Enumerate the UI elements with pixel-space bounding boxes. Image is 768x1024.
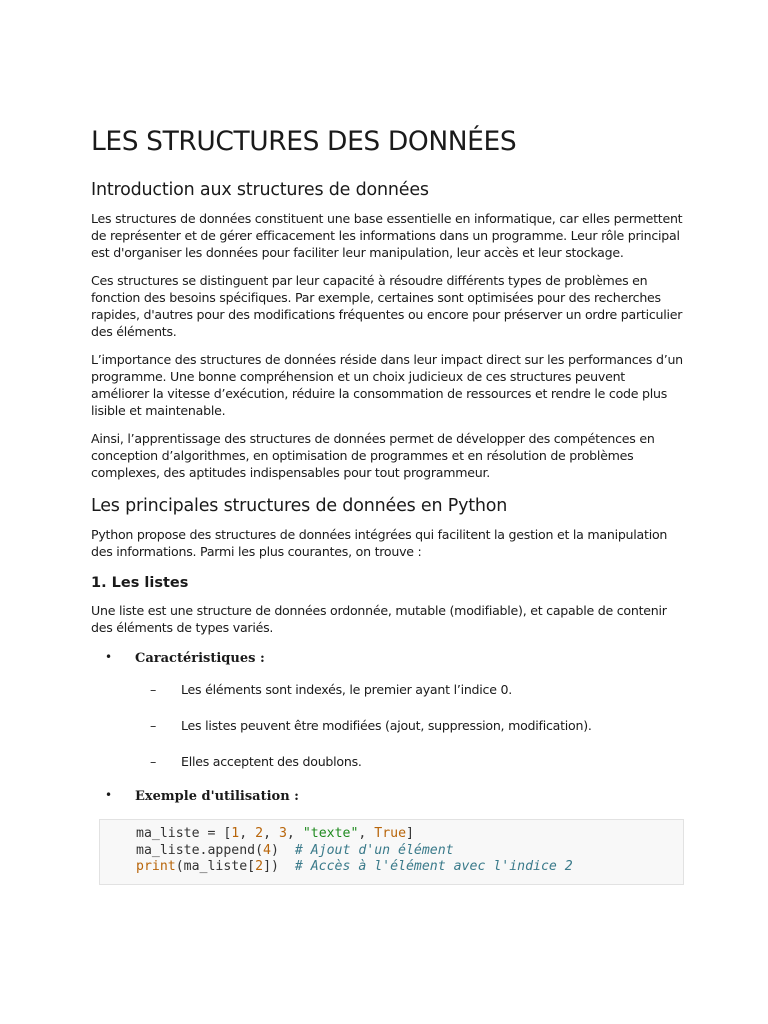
code-block	[99, 819, 684, 885]
bullet-marker: •	[105, 650, 113, 664]
dash-marker: –	[150, 718, 157, 733]
code-token: (ma_liste[	[175, 859, 256, 874]
code-token: ,	[263, 826, 279, 841]
lists-bullet-list	[91, 647, 683, 807]
document-title: LES STRUCTURES DES DONNÉES	[91, 126, 517, 157]
code-token: ,	[239, 826, 256, 841]
code-token: )	[271, 842, 295, 858]
code-token: ]	[406, 826, 414, 841]
intro-paragraph-4: Ainsi, l’apprentissage des structures de données permet de développer des compétences en conception d’algorithmes, en optimisation de programmes et en résolution de problèmes complexes, des aptitudes indispensables pour tout programmeur.	[91, 431, 655, 480]
characteristic-text: Elles acceptent des doublons.	[181, 754, 362, 769]
document-page	[91, 124, 683, 885]
code-line-1	[136, 826, 414, 841]
code-token: ,	[286, 826, 303, 841]
code-token-number: 4	[263, 842, 271, 858]
characteristics-item	[91, 647, 683, 770]
python-heading: Les principales structures de données en Python	[91, 496, 508, 516]
lists-paragraph: Une liste est une structure de données ordonnée, mutable (modifiable), et capable de contenir des éléments de types variés.	[91, 603, 667, 635]
intro-paragraph-3: L’importance des structures de données réside dans leur impact direct sur les performances d’un programme. Une bonne compréhension et un choix judicieux de ces structures peuvent améliorer la vitesse d’exécution, réduire la consommation de ressources et rendre le code plus lisible et maintenable.	[91, 352, 683, 418]
code-token: ,	[358, 826, 375, 841]
code-token: ])	[263, 859, 295, 874]
code-token-number: 3	[278, 826, 287, 841]
characteristics-list	[135, 681, 683, 770]
example-label: Exemple d'utilisation :	[135, 789, 299, 804]
dash-marker: –	[150, 754, 157, 769]
intro-paragraph-2: Ces structures se distinguent par leur capacité à résoudre différents types de problèmes en fonction des besoins spécifiques. Par exemple, certaines sont optimisées pour des recherches rapides, d'autres pour des modifications fréquentes ou encore pour préserver un ordre particulier des éléments.	[91, 273, 683, 339]
code-token-number: 1	[231, 826, 240, 841]
code-token-comment: # Accès à l'élément avec l'indice 2	[294, 859, 573, 874]
code-token-number: 2	[255, 826, 264, 841]
characteristic-item	[135, 753, 683, 770]
dash-marker: –	[150, 682, 157, 697]
intro-paragraph-1: Les structures de données constituent une base essentielle en informatique, car elles permettent de représenter et de gérer efficacement les informations dans un programme. Leur rôle principal est d'organiser les données pour faciliter leur manipulation, leur accès et leur stockage.	[91, 211, 683, 260]
characteristic-text: Les listes peuvent être modifiées (ajout, suppression, modification).	[181, 718, 592, 733]
characteristics-label: Caractéristiques :	[135, 651, 265, 666]
code-token-number: 2	[255, 859, 264, 874]
code-token-keyword: True	[374, 826, 407, 841]
code-token-string: "texte"	[302, 826, 359, 841]
code-token-function: print	[136, 859, 176, 874]
characteristic-item	[135, 681, 683, 698]
code-token-comment: # Ajout d'un élément	[294, 842, 454, 858]
bullet-marker: •	[105, 788, 113, 802]
characteristic-item	[135, 717, 683, 734]
characteristic-text: Les éléments sont indexés, le premier ayant l’indice 0.	[181, 682, 512, 697]
code-token: ma_liste = [	[136, 826, 232, 841]
example-item	[91, 785, 683, 807]
code-line-2	[136, 843, 454, 858]
code-line-3	[136, 859, 573, 874]
code-token: ma_liste.append(	[136, 842, 264, 858]
lists-heading: 1. Les listes	[91, 575, 189, 591]
intro-heading: Introduction aux structures de données	[91, 180, 429, 200]
python-paragraph: Python propose des structures de données intégrées qui facilitent la gestion et la manipulation des informations. Parmi les plus courantes, on trouve :	[91, 527, 668, 559]
